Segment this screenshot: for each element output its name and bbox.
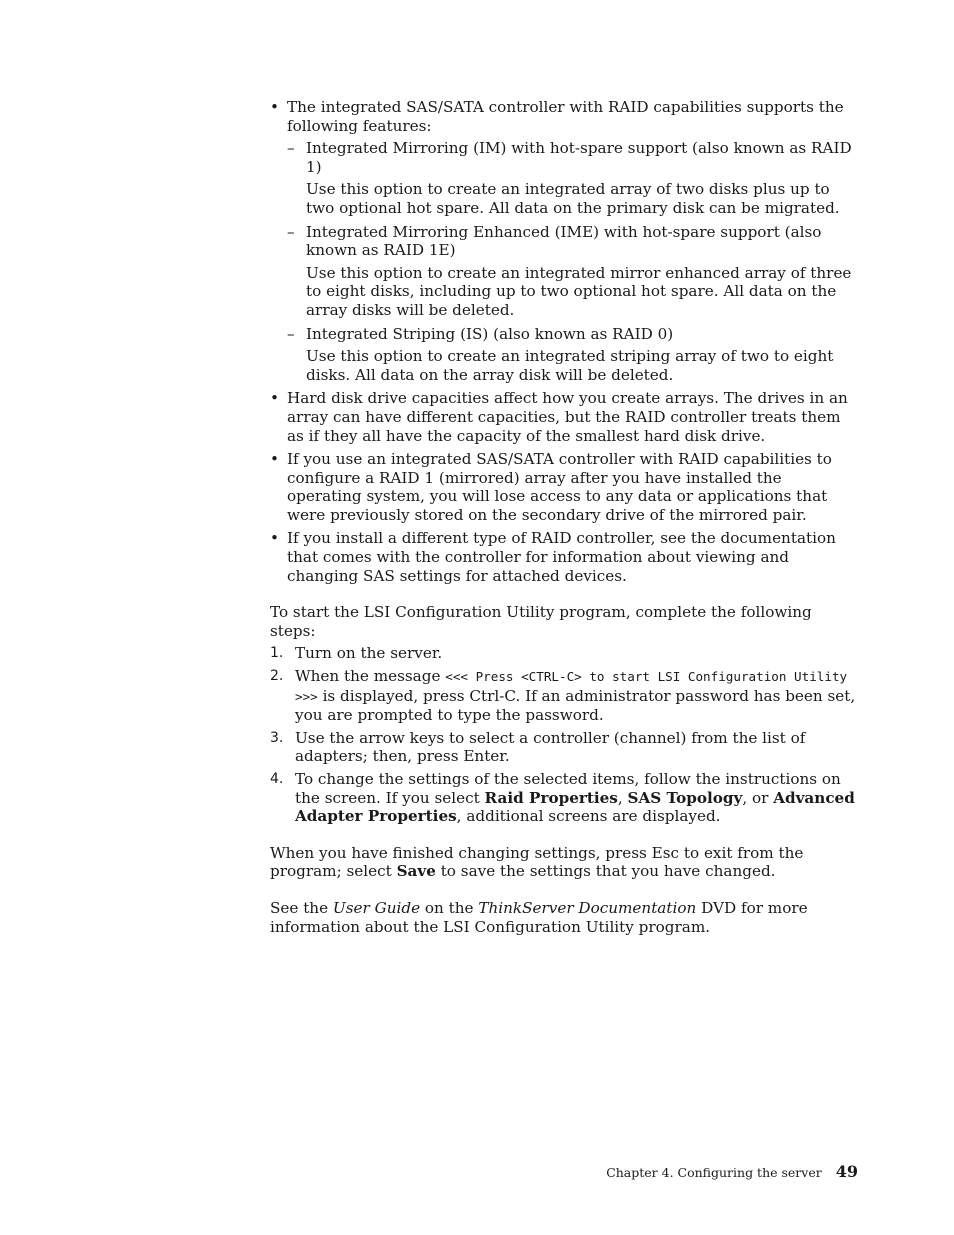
list-item — [270, 98, 860, 384]
list-item — [270, 389, 860, 445]
page-number: 49 — [835, 1162, 858, 1181]
step-text: , — [617, 788, 628, 807]
step-text: To change the settings of the selected items, follow the instructions on the screen. If you select — [295, 770, 841, 807]
step-text: Use the arrow keys to select a controller (channel) from the list of adapters; then, press Enter. — [295, 728, 806, 766]
feature-detail: Use this option to create an integrated striping array of two to eight disks. All data on the array disk will be deleted. — [306, 347, 834, 384]
paragraph-text: DVD for more information about the LSI Configuration Utility program. — [270, 898, 808, 936]
book-title-user-guide: User Guide — [332, 898, 421, 917]
menu-term-sas-topology: SAS Topology — [627, 788, 743, 807]
notes-list — [270, 98, 860, 585]
steps-list — [270, 644, 860, 825]
list-item — [287, 139, 860, 217]
step-item — [270, 644, 860, 663]
bullet-mark: • — [270, 450, 279, 469]
step-text: , or — [742, 788, 774, 807]
step-number: 3. — [270, 729, 284, 746]
bullet-text: If you use an integrated SAS/SATA controller with RAID capabilities to configure a RAID 1 (mirrored) array after you have installed the operating system, you will lose access to any data or applications that were previously stored on the secondary drive of the mirrored pair. — [287, 450, 832, 524]
raid-features-list — [287, 139, 860, 384]
feature-detail: Use this option to create an integrated mirror enhanced array of three to eight disks, including up to two optional hot spare. All data on the array disks will be deleted. — [306, 263, 852, 319]
paragraph-text: to save the settings that you have changed. — [435, 862, 776, 881]
list-item — [270, 450, 860, 524]
step-text: Turn on the server. — [295, 644, 443, 663]
menu-term-save: Save — [396, 862, 436, 881]
step-item — [270, 667, 860, 725]
menu-term-raid-properties: Raid Properties — [484, 788, 618, 807]
menu-term-advanced-adapter-properties: Advanced Adapter Properties — [295, 788, 855, 826]
step-number: 4. — [270, 771, 284, 787]
dash-mark: – — [287, 139, 295, 158]
feature-title: Integrated Striping (IS) (also known as RAID 0) — [306, 324, 674, 343]
paragraph-text: on the — [420, 898, 479, 917]
console-message: <<< Press <CTRL-C> to start LSI Configuration Utility >>> — [295, 669, 848, 704]
see-also-paragraph — [270, 899, 860, 936]
paragraph-text: See the — [270, 898, 333, 917]
chapter-title: Chapter 4. Configuring the server — [606, 1165, 822, 1180]
list-item — [270, 529, 860, 585]
step-text: , additional screens are displayed. — [456, 807, 721, 826]
paragraph-text: When you have finished changing settings, press Esc to exit from the program; select — [270, 843, 804, 881]
feature-detail: Use this option to create an integrated array of two disks plus up to two optional hot spare. All data on the primary disk can be migrated. — [306, 180, 840, 217]
bullet-text: If you install a different type of RAID controller, see the documentation that comes with the controller for information about viewing and changing SAS settings for attached devices. — [287, 529, 836, 585]
feature-title: Integrated Mirroring (IM) with hot-spare support (also known as RAID 1) — [306, 139, 852, 176]
finish-paragraph — [270, 844, 860, 881]
bullet-mark: • — [270, 529, 279, 548]
step-item — [270, 729, 860, 766]
steps-intro: To start the LSI Configuration Utility program, complete the following steps: — [270, 603, 812, 640]
page-body — [270, 98, 860, 936]
step-text: is displayed, press Ctrl-C. If an administrator password has been set, you are prompted to type the password. — [295, 686, 856, 725]
list-item — [287, 223, 860, 320]
step-text: When the message — [295, 667, 446, 686]
bullet-text: The integrated SAS/SATA controller with RAID capabilities supports the following features: — [287, 98, 844, 135]
step-item — [270, 770, 860, 826]
bullet-mark: • — [270, 98, 279, 116]
page-footer — [606, 1162, 858, 1183]
list-item — [287, 325, 860, 385]
bullet-mark: • — [270, 389, 279, 408]
bullet-text: Hard disk drive capacities affect how you create arrays. The drives in an array can have different capacities, but the RAID controller treats them as if they all have the capacity of the smallest hard disk drive. — [287, 389, 848, 445]
feature-title: Integrated Mirroring Enhanced (IME) with hot-spare support (also known as RAID 1E) — [306, 222, 822, 260]
step-number: 1. — [270, 645, 284, 662]
dash-mark: – — [287, 324, 295, 343]
step-number: 2. — [270, 668, 284, 685]
dash-mark: – — [287, 222, 295, 241]
book-title-documentation-dvd: ThinkServer Documentation — [478, 898, 697, 917]
